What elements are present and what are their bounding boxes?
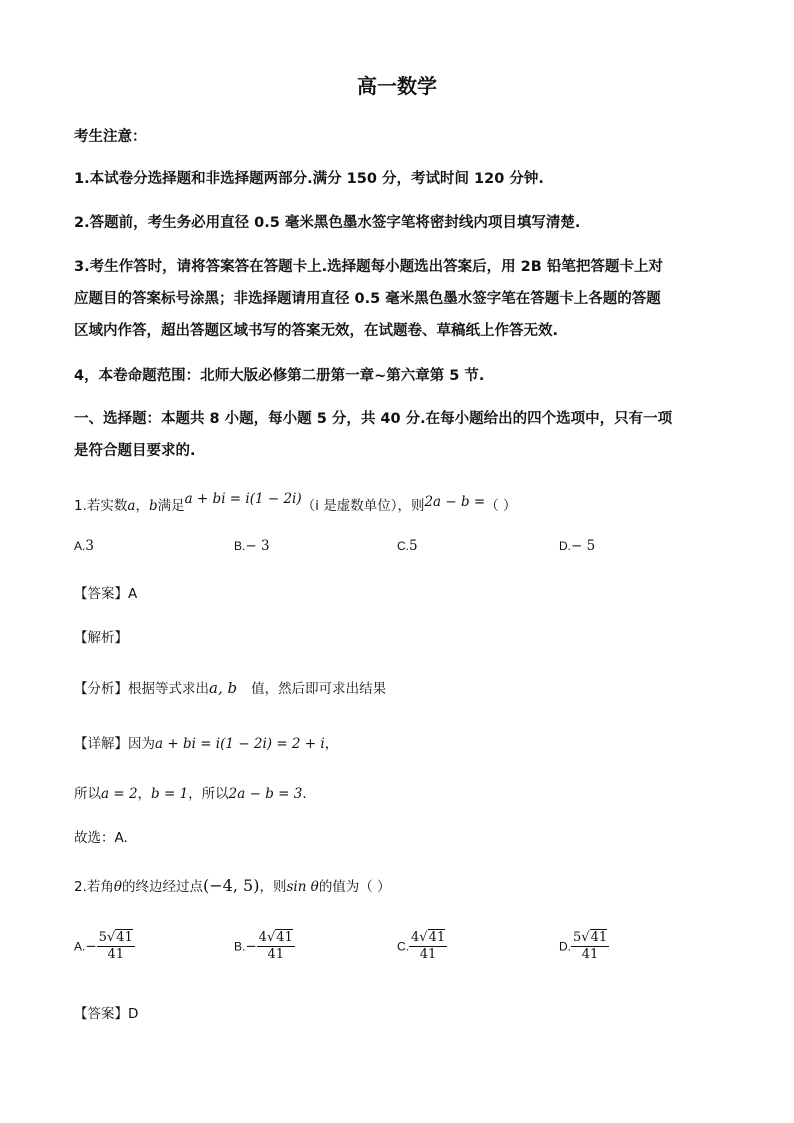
option-value: − 3 — [245, 538, 270, 554]
option-label: C. — [397, 539, 409, 553]
q1-text-imag: （i 是虚数单位），则 — [301, 498, 425, 514]
option-sign: − — [85, 938, 97, 955]
q2-option-d — [559, 930, 609, 963]
option-label: A. — [74, 539, 86, 553]
q1-option-c — [397, 538, 418, 554]
q1-option-a — [74, 538, 94, 554]
denominator: 41 — [267, 947, 284, 962]
notice-3-line-1: 3.考生作答时，请将答案答在答题卡上.选择题每小题选出答案后，用 2B 铅笔把答题卡上对 — [74, 259, 663, 275]
q1-choose: 故选：A. — [74, 830, 128, 846]
option-value: 3 — [85, 538, 94, 554]
q2-sin: sin θ — [286, 879, 319, 895]
q1-prefix: 1.若实数 — [74, 498, 128, 514]
analysis-vars: a, b — [209, 679, 238, 697]
result: 2a − b = 3 — [228, 786, 303, 802]
option-fraction: $\frac{5√41}{41}$ — [573, 930, 608, 962]
q2-text-value: 的值为（ ） — [318, 879, 391, 895]
option-fraction: $\frac{4√41}{41}$ — [411, 930, 446, 962]
section-heading-line-1: 一、选择题：本题共 8 小题，每小题 5 分，共 40 分.在每小题给出的四个选项中，只有一项 — [74, 411, 673, 427]
q1-analysis-heading: 【解析】 — [74, 630, 128, 646]
detail-label: 【详解】 — [74, 736, 128, 752]
page-title: 高一数学 — [357, 74, 437, 98]
option-fraction: $\frac{5√41}{41}$ — [98, 930, 133, 962]
value-b: b = 1 — [151, 786, 189, 802]
radicand: 41 — [428, 930, 446, 945]
option-label: A. — [74, 939, 86, 954]
q1-option-d — [559, 538, 595, 554]
option-label: B. — [234, 539, 246, 553]
notice-4: 4，本卷命题范围：北师大版必修第二册第一章~第六章第 5 节. — [74, 368, 485, 384]
coefficient: 5 — [573, 930, 582, 945]
detail-end: ， — [324, 736, 339, 752]
q1-conclusion — [74, 782, 307, 802]
q2-text-terminal: 的终边经过点 — [122, 879, 204, 895]
coefficient: 4 — [411, 930, 420, 945]
q2-option-a — [74, 930, 135, 963]
radicand: 41 — [276, 930, 293, 945]
q1-paren: （ ） — [485, 498, 517, 514]
denominator: 41 — [107, 947, 124, 962]
q2-option-b — [234, 930, 295, 963]
so-end: . — [302, 786, 307, 802]
q1-equation: a + bi = i(1 − 2i) — [184, 491, 302, 507]
option-value: 5 — [409, 538, 418, 554]
so-text-2: ，所以 — [188, 786, 229, 802]
q1-option-b — [234, 538, 270, 554]
analysis-text-2: 值，然后即可求出结果 — [251, 681, 387, 697]
q1-var-a: a — [127, 498, 136, 514]
analysis-label: 【分析】 — [74, 681, 128, 697]
radicand: 41 — [116, 930, 133, 945]
q1-var-b: b — [148, 498, 158, 514]
option-label: B. — [234, 939, 246, 954]
q2-point: (−4, 5) — [203, 876, 260, 895]
q2-theta: θ — [113, 879, 123, 895]
q1-expression: 2a − b = — [424, 494, 486, 510]
notice-1: 1.本试卷分选择题和非选择题两部分.满分 150 分，考试时间 120 分钟. — [74, 171, 544, 187]
detail-equation: a + bi = i(1 − 2i) = 2 + i — [155, 736, 325, 752]
denominator: 41 — [419, 947, 437, 962]
option-label: C. — [397, 939, 409, 954]
value-a: a = 2 — [101, 786, 138, 802]
so-sep: ， — [137, 786, 152, 802]
option-label: D. — [559, 939, 571, 954]
notice-heading: 考生注意： — [74, 129, 147, 145]
detail-text: 因为 — [128, 736, 155, 752]
q1-text-satisfy: 满足 — [157, 498, 185, 514]
notice-3-line-2: 应题目的答案标号涂黑；非选择题请用直径 0.5 毫米黑色墨水签字笔在答题卡上各题的答题 — [74, 291, 661, 307]
q1-detail — [74, 732, 338, 752]
q2-option-c — [397, 930, 447, 963]
so-text: 所以 — [74, 786, 101, 802]
q2-text-then: ，则 — [259, 879, 287, 895]
q1-analysis — [74, 677, 386, 697]
option-label: D. — [559, 539, 571, 553]
question-2 — [74, 875, 391, 895]
coefficient: 4 — [258, 930, 267, 945]
question-1 — [74, 491, 517, 514]
q1-answer: 【答案】A — [74, 586, 138, 602]
option-value: − 5 — [571, 538, 596, 554]
analysis-text-1: 根据等式求出 — [128, 681, 209, 697]
coefficient: 5 — [98, 930, 107, 945]
notice-2: 2.答题前，考生务必用直径 0.5 毫米黑色墨水签字笔将密封线内项目填写清楚. — [74, 215, 581, 231]
q2-answer: 【答案】D — [74, 1006, 139, 1022]
denominator: 41 — [581, 947, 599, 962]
section-heading-line-2: 是符合题目要求的. — [74, 443, 196, 459]
notice-3-line-3: 区域内作答，超出答题区域书写的答案无效，在试题卷、草稿纸上作答无效. — [74, 323, 559, 339]
q2-prefix: 2.若角 — [74, 879, 114, 895]
option-sign: − — [245, 938, 257, 955]
radicand: 41 — [590, 930, 608, 945]
option-fraction: $\frac{4√41}{41}$ — [258, 930, 293, 962]
q1-sep: ， — [135, 498, 149, 514]
